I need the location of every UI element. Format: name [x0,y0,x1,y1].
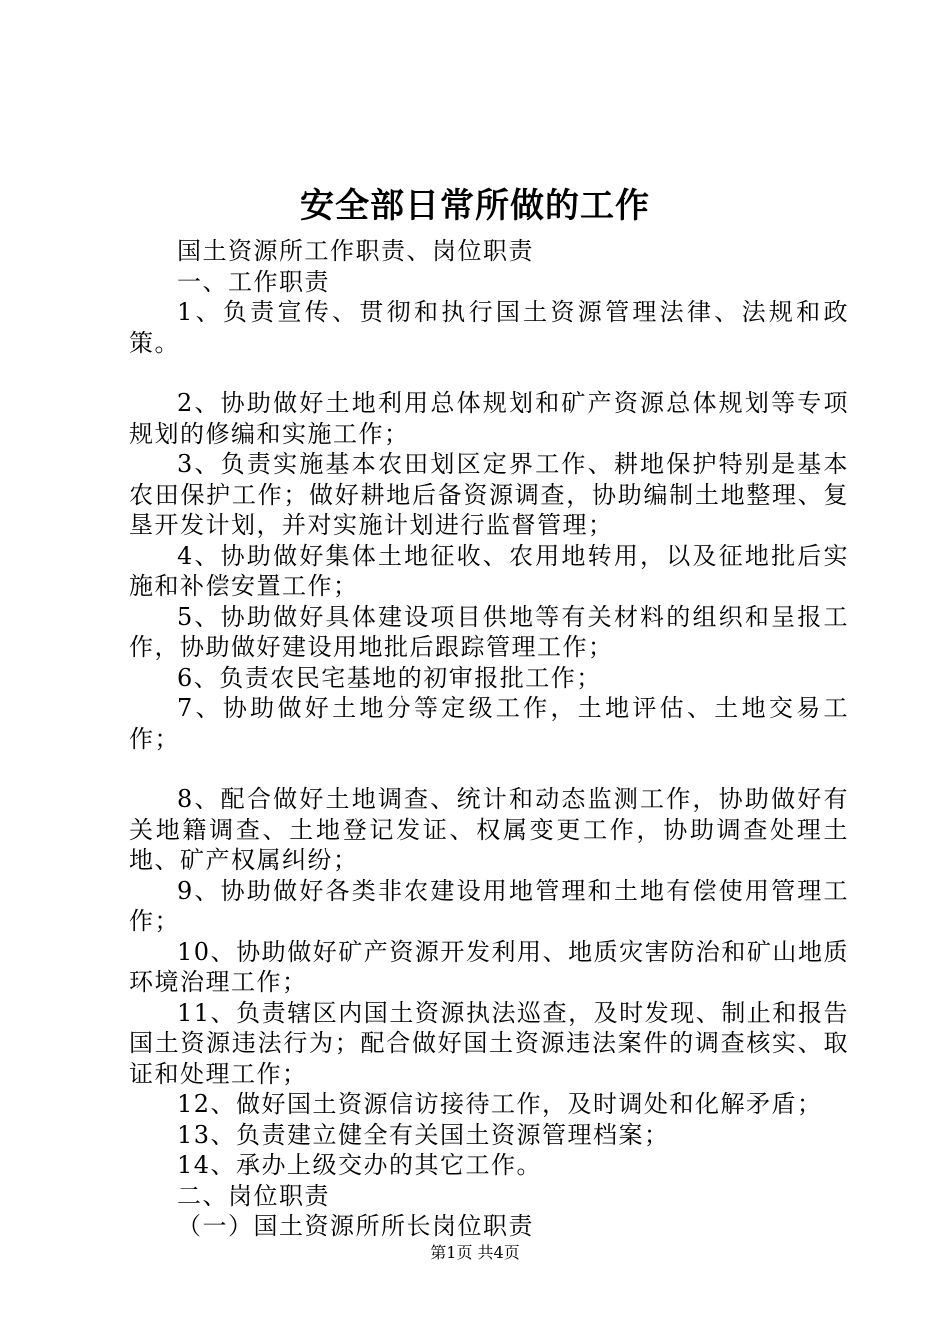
duty-item-6: 6、负责农民宅基地的初审报批工作； [177,663,602,692]
subsection-heading-director-duties: （一）国土资源所所长岗位职责 [177,1212,534,1240]
paragraph-subtitle: 国土资源所工作职责、岗位职责 [177,237,534,265]
duty-item-3: 3、负责实施基本农田划区定界工作、耕地保护特别是基本农田保护工作；做好耕地后备资源调查，协助编制土地整理、复垦开发计划，并对实施计划进行监督管理； [129,450,849,539]
section-heading-work-duties: 一、工作职责 [177,267,330,296]
page-number-footer: 第1页 共4页 [430,1243,520,1262]
duty-item-7: 7、协助做好土地分等定级工作，土地评估、土地交易工作； [129,694,849,753]
duty-item-11: 11、负责辖区内国土资源执法巡查，及时发现、制止和报告国土资源违法行为；配合做好国土资源违法案件的调查核实、取证和处理工作； [129,998,849,1088]
section-heading-post-duties: 二、岗位职责 [177,1181,330,1210]
duty-item-8: 8、配合做好土地调查、统计和动态监测工作，协助做好有关地籍调查、土地登记发证、权属变更工作，协助调查处理土地、矿产权属纠纷； [129,785,849,874]
duty-item-10: 10、协助做好矿产资源开发利用、地质灾害防治和矿山地质环境治理工作； [129,937,849,996]
duty-item-9: 9、协助做好各类非农建设用地管理和土地有偿使用管理工作； [129,876,849,935]
duty-item-5: 5、协助做好具体建设项目供地等有关材料的组织和呈报工作，协助做好建设用地批后跟踪管理工作； [129,602,849,661]
duty-item-4: 4、协助做好集体土地征收、农用地转用，以及征地批后实施和补偿安置工作； [129,541,849,600]
duty-item-13: 13、负责建立健全有关国土资源管理档案； [177,1120,670,1149]
document-body [129,236,849,1242]
duty-item-12: 12、做好国土资源信访接待工作，及时调处和化解矛盾； [177,1090,823,1118]
duty-item-14: 14、承办上级交办的其它工作。 [177,1151,543,1179]
document-title: 安全部日常所做的工作 [300,186,650,226]
duty-item-1: 1、负责宣传、贯彻和执行国土资源管理法律、法规和政策。 [129,298,849,357]
duty-item-2: 2、协助做好土地利用总体规划和矿产资源总体规划等专项规划的修编和实施工作； [129,389,849,448]
